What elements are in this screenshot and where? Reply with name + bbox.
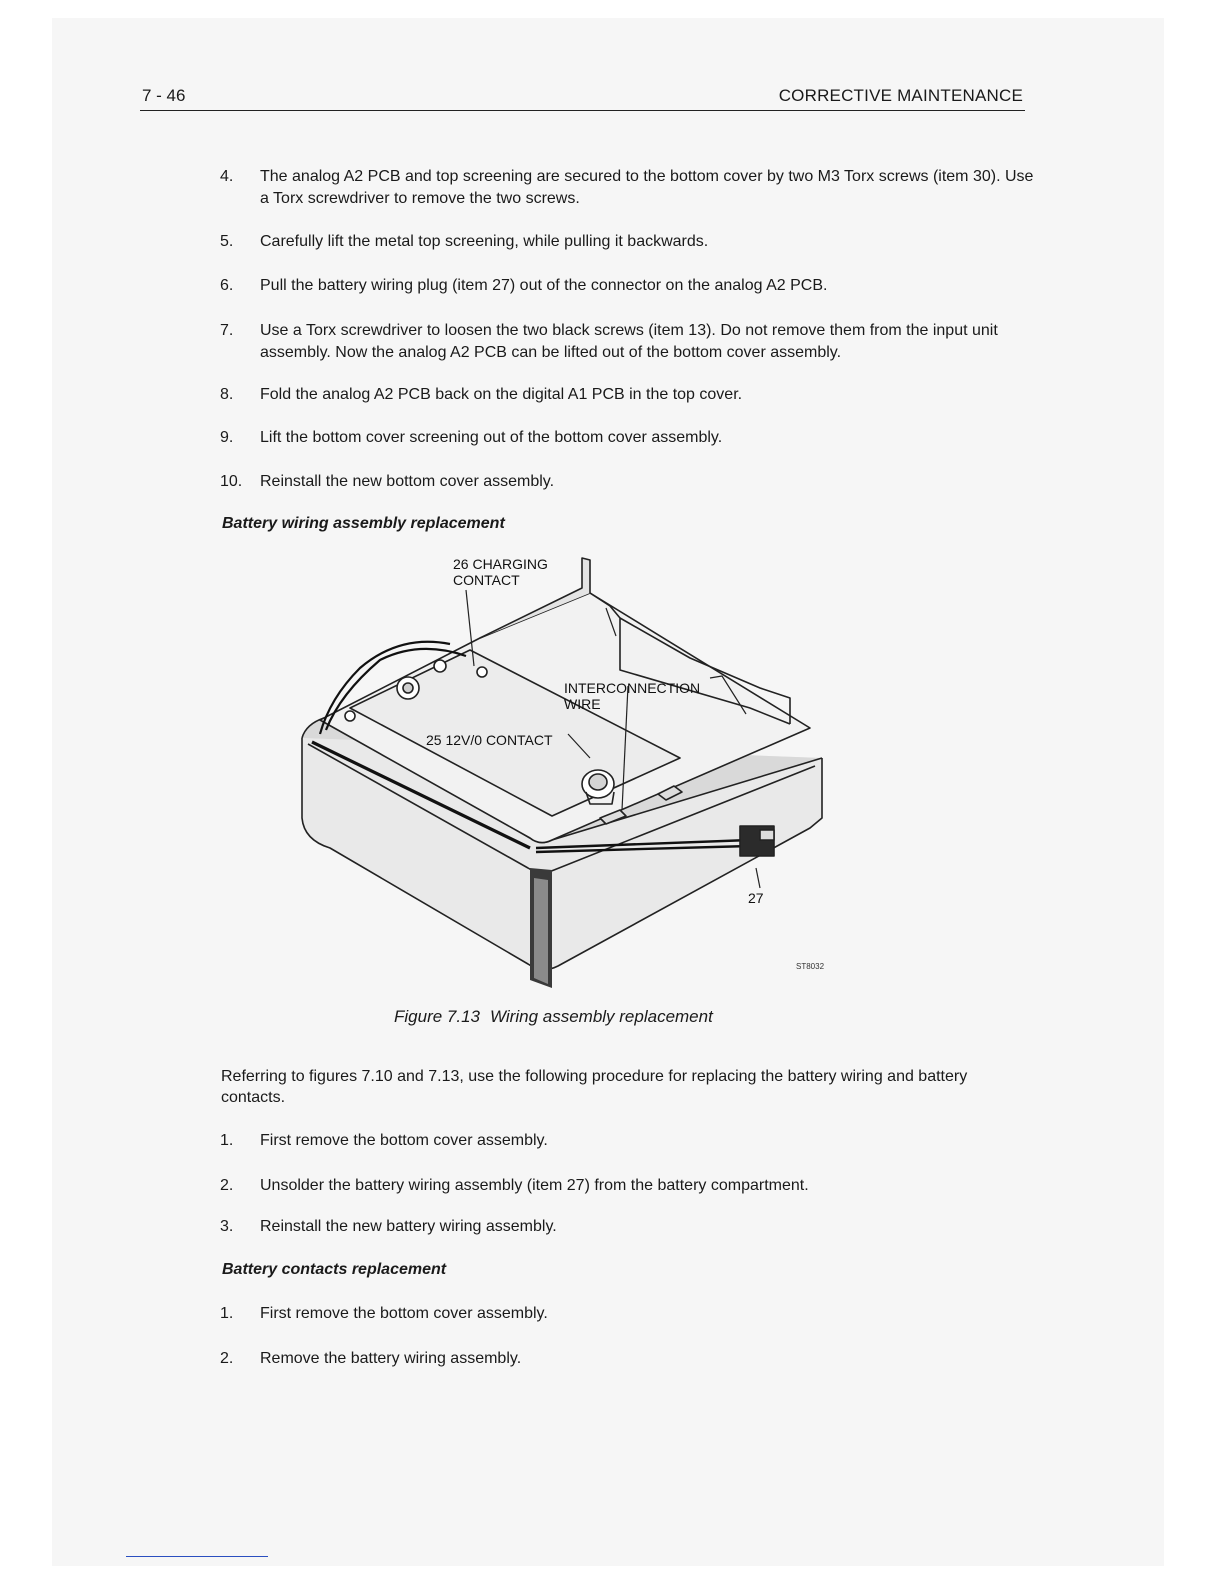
step-number: 10. xyxy=(220,473,243,490)
step-text: Reinstall the new bottom cover assembly. xyxy=(260,473,555,490)
step-text: The analog A2 PCB and top screening are secured to the bottom cover by two M3 Torx screws (item 30). Use a Torx screwdriver to remove the two screws. xyxy=(260,168,1034,207)
step-number: 1. xyxy=(220,1132,234,1149)
step-number: 3. xyxy=(220,1218,234,1235)
subheading-battery-contacts: Battery contacts replacement xyxy=(222,1261,447,1278)
step-text: Carefully lift the metal top screening, while pulling it backwards. xyxy=(260,233,709,250)
step-number: 8. xyxy=(220,386,234,403)
step-number: 7. xyxy=(220,322,234,339)
step-text: First remove the bottom cover assembly. xyxy=(260,1305,548,1322)
figure-caption xyxy=(394,1007,713,1027)
figure-caption-text: Wiring assembly replacement xyxy=(490,1007,713,1026)
step-number: 5. xyxy=(220,233,234,250)
step-text: Use a Torx screwdriver to loosen the two black screws (item 13). Do not remove them from the input unit assembly. Now the analog A2 PCB can be lifted out of the bottom cover assembly. xyxy=(260,322,998,361)
footer-rule xyxy=(126,1556,268,1557)
step-number: 9. xyxy=(220,429,234,446)
figure-wiring-assembly xyxy=(290,548,850,998)
step-number: 1. xyxy=(220,1305,234,1322)
drawing-code: ST8032 xyxy=(796,962,825,971)
wiring-assembly-drawing xyxy=(290,548,850,998)
step-number: 6. xyxy=(220,277,234,294)
callout-26-charging-contact: 26 CHARGING CONTACT xyxy=(453,556,548,588)
step-text: Pull the battery wiring plug (item 27) out of the connector on the analog A2 PCB. xyxy=(260,277,828,294)
page-header xyxy=(140,84,1025,111)
step-text: Lift the bottom cover screening out of the bottom cover assembly. xyxy=(260,429,723,446)
intro-paragraph: Referring to figures 7.10 and 7.13, use the following procedure for replacing the battery wiring and battery contacts. xyxy=(221,1068,968,1106)
step-text: Unsolder the battery wiring assembly (item 27) from the battery compartment. xyxy=(260,1177,809,1194)
figure-caption-number: Figure 7.13 xyxy=(394,1007,480,1026)
page-number: 7 - 46 xyxy=(142,86,186,105)
step-text: Remove the battery wiring assembly. xyxy=(260,1350,522,1367)
step-text: Reinstall the new battery wiring assembly. xyxy=(260,1218,557,1235)
callout-25-contact: 25 12V/0 CONTACT xyxy=(426,732,553,748)
callout-27: 27 xyxy=(748,890,764,906)
callout-interconnection-wire: INTERCONNECTION WIRE xyxy=(564,680,701,712)
step-number: 2. xyxy=(220,1177,234,1194)
section-title: CORRECTIVE MAINTENANCE xyxy=(778,86,1023,105)
step-text: Fold the analog A2 PCB back on the digital A1 PCB in the top cover. xyxy=(260,386,743,403)
step-number: 4. xyxy=(220,168,234,185)
step-text: First remove the bottom cover assembly. xyxy=(260,1132,548,1149)
subheading-battery-wiring: Battery wiring assembly replacement xyxy=(222,515,505,532)
step-number: 2. xyxy=(220,1350,234,1367)
